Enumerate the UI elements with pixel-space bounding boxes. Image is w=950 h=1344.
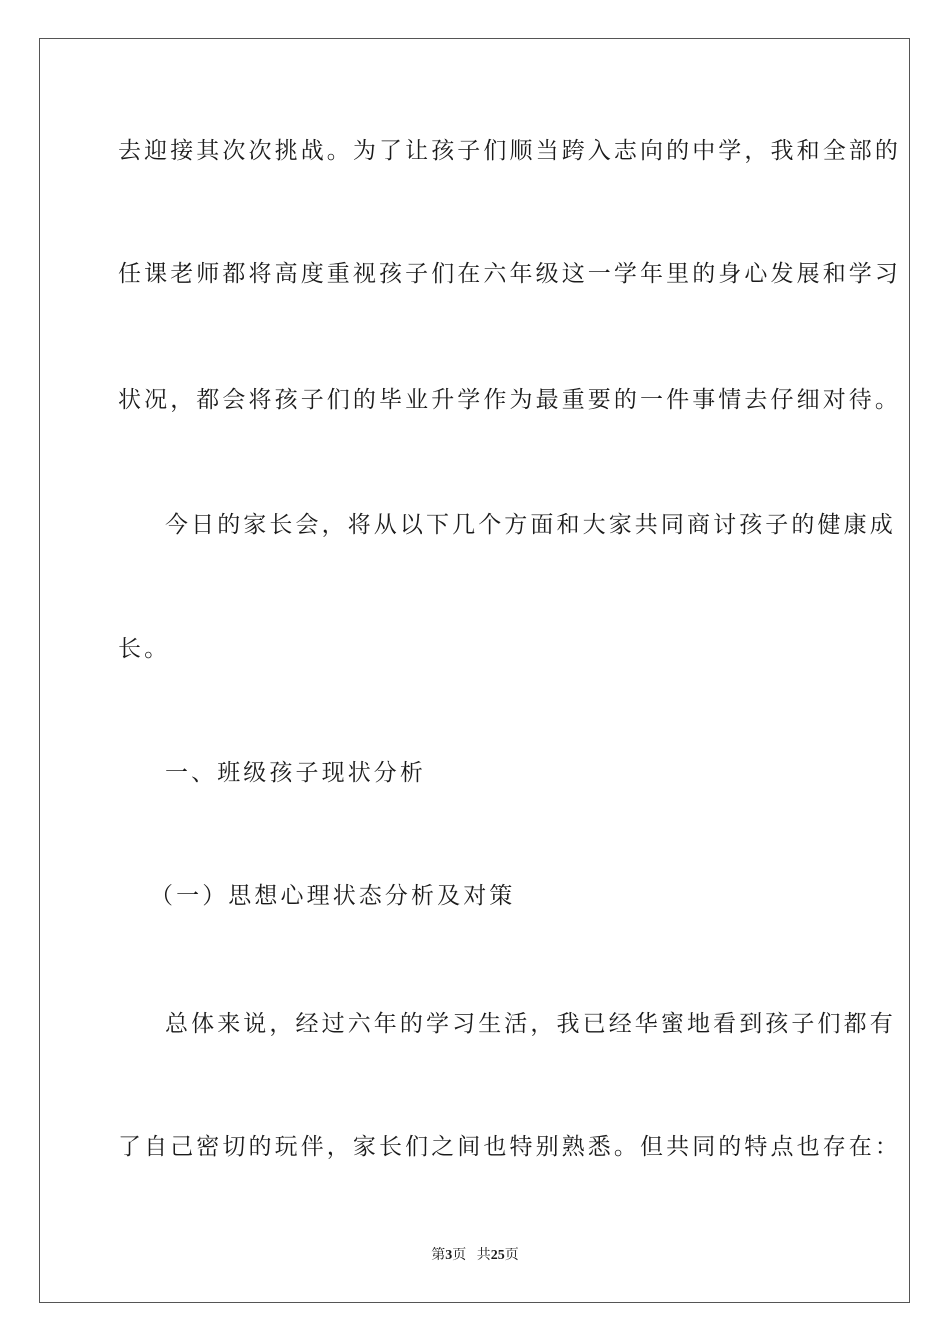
footer-page-suffix: 页 [452,1248,467,1263]
body-text-line-3: 状况，都会将孩子们的毕业升学作为最重要的一件事情去仔细对待。 [118,387,901,413]
body-text-line-7: 了自己密切的玩伴，家长们之间也特别熟悉。但共同的特点也存在： [118,1134,901,1160]
section-heading: 一、班级孩子现状分析 [165,760,426,786]
footer-total-prefix: 共 [476,1248,491,1263]
body-text-line-2: 任课老师都将高度重视孩子们在六年级这一学年里的身心发展和学习 [118,261,901,287]
body-text-line-4: 今日的家长会，将从以下几个方面和大家共同商讨孩子的健康成 [165,512,896,538]
footer-page-prefix: 第 [431,1248,446,1263]
body-text-line-5: 长。 [118,636,171,662]
footer-total-suffix: 页 [504,1248,519,1263]
page-footer [0,1246,950,1266]
body-text-line-6: 总体来说，经过六年的学习生活，我已经华蜜地看到孩子们都有 [165,1011,896,1037]
footer-page-number: 3 [445,1248,453,1263]
body-text-line-1: 去迎接其次次挑战。为了让孩子们顺当跨入志向的中学，我和全部的 [118,138,901,164]
footer-total-pages: 25 [490,1248,505,1263]
page-border [39,38,910,1303]
subsection-heading: （一）思想心理状态分析及对策 [150,883,516,909]
